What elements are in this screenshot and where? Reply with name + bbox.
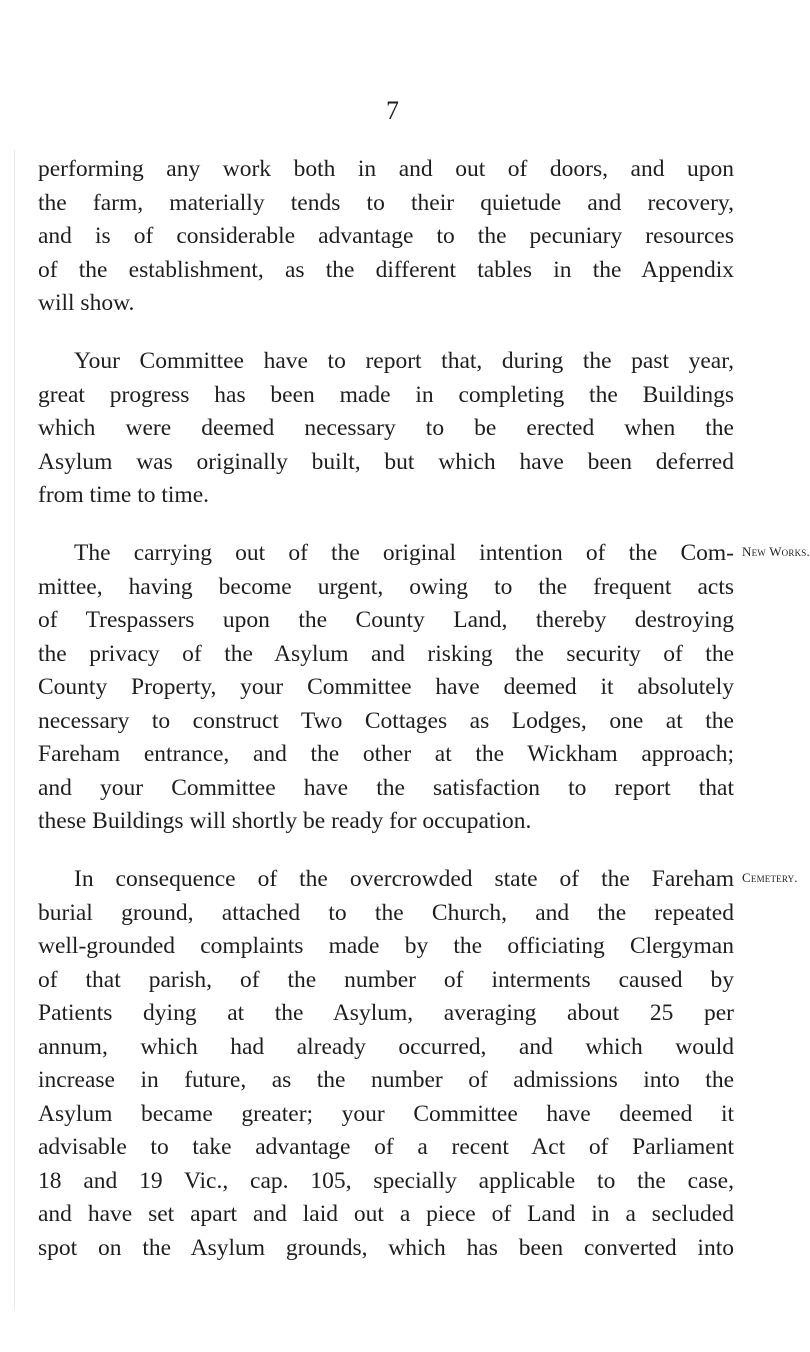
paragraph-4-line-7: increase in future, as the number of admissions into the: [38, 1067, 734, 1093]
paragraph-1-line-1: performing any work both in and out of doors, and upon: [38, 156, 734, 182]
paragraph-3-line-9: these Buildings will shortly be ready for occupation.: [38, 808, 532, 834]
paragraph-4-line-10: 18 and 19 Vic., cap. 105, specially applicable to the case,: [38, 1168, 734, 1194]
paragraph-4-line-9: advisable to take advantage of a recent Act of Parliament: [38, 1134, 734, 1160]
paragraph-4-line-11: and have set apart and laid out a piece of Land in a secluded: [38, 1201, 734, 1227]
paragraph-3-line-2: mittee, having become urgent, owing to the frequent acts: [38, 574, 734, 600]
paragraph-4-line-2: burial ground, attached to the Church, and the repeated: [38, 900, 734, 926]
paragraph-1-line-4: of the establishment, as the different tables in the Appendix: [38, 257, 734, 283]
paragraph-1-line-3: and is of considerable advantage to the pecuniary resources: [38, 223, 734, 249]
paragraph-2-line-2: great progress has been made in completing the Buildings: [38, 382, 734, 408]
page-number: 7: [386, 96, 399, 125]
paragraph-3-line-4: the privacy of the Asylum and risking the security of the: [38, 641, 734, 667]
paragraph-4-line-6: annum, which had already occurred, and which would: [38, 1034, 734, 1060]
paragraph-3-line-1: The carrying out of the original intention of the Com-: [74, 540, 734, 566]
page-edge-shadow: [14, 150, 15, 1310]
paragraph-3-line-6: necessary to construct Two Cottages as Lodges, one at the: [38, 708, 734, 734]
paragraph-2-line-3: which were deemed necessary to be erected when the: [38, 415, 734, 441]
marginal-note-new-works: New Works.: [742, 544, 810, 559]
paragraph-4-line-1: In consequence of the overcrowded state of the Fareham: [74, 866, 734, 892]
paragraph-4-line-12: spot on the Asylum grounds, which has been converted into: [38, 1235, 734, 1261]
paragraph-4-line-4: of that parish, of the number of interments caused by: [38, 967, 734, 993]
paragraph-3-line-3: of Trespassers upon the County Land, thereby destroying: [38, 607, 734, 633]
paragraph-3-line-8: and your Committee have the satisfaction to report that: [38, 775, 734, 801]
paragraph-2-line-5: from time to time.: [38, 482, 209, 508]
paragraph-1-line-5: will show.: [38, 290, 135, 316]
paragraph-4-line-5: Patients dying at the Asylum, averaging about 25 per: [38, 1000, 734, 1026]
paragraph-2-line-1: Your Committee have to report that, during the past year,: [74, 348, 734, 374]
paragraph-2-line-4: Asylum was originally built, but which have been deferred: [38, 449, 734, 475]
paragraph-3-line-7: Fareham entrance, and the other at the Wickham approach;: [38, 741, 734, 767]
paragraph-4-line-3: well-grounded complaints made by the officiating Clergyman: [38, 933, 734, 959]
paragraph-4-line-8: Asylum became greater; your Committee have deemed it: [38, 1101, 734, 1127]
paragraph-1-line-2: the farm, materially tends to their quietude and recovery,: [38, 190, 734, 216]
marginal-note-cemetery: Cemetery.: [742, 870, 798, 885]
paragraph-3-line-5: County Property, your Committee have deemed it absolutely: [38, 674, 734, 700]
